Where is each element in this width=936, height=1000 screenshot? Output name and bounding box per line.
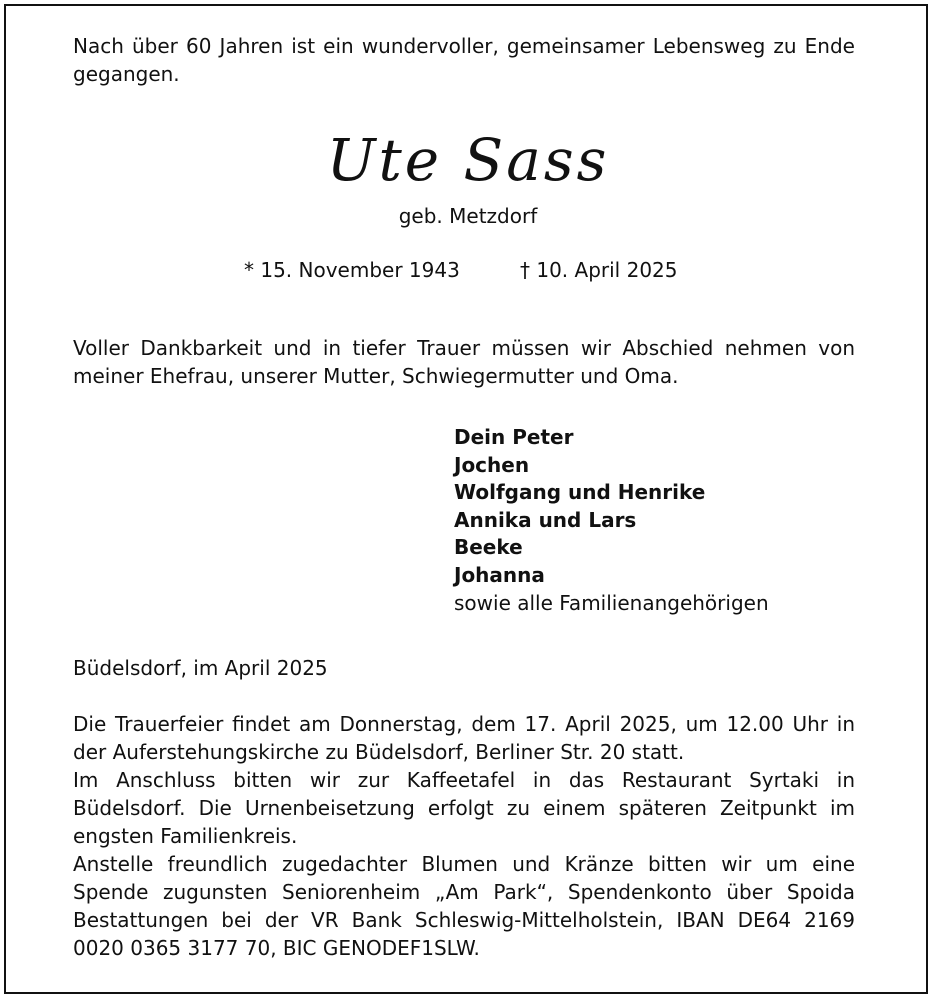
reception-paragraph: Im Anschluss bitten wir zur Kaffeetafel in das Restaurant Syrtaki in Büdelsdorf. Die Urnenbeisetzung erfolgt zu einem späteren Zeitpunkt im engsten Familienkreis. bbox=[73, 768, 855, 848]
mourner-name: Beeke bbox=[454, 535, 523, 560]
birth-date: * 15. November 1943 bbox=[244, 258, 460, 282]
mourner-name: Annika und Lars bbox=[454, 507, 637, 532]
mourner-name: Wolfgang und Henrike bbox=[454, 480, 706, 505]
donation-paragraph: Anstelle freundlich zugedachter Blumen und Kränze bitten wir um eine Spende zugunsten Seniorenheim „Am Park“, Spendenkonto über Spoida Bestattungen bei der VR Bank Schleswig-Mittelholstein, IBAN DE64 2169 0020 0365 3177 70, BIC GENODEF1SLW. bbox=[73, 852, 855, 960]
ceremony-paragraph: Die Trauerfeier findet am Donnerstag, dem 17. April 2025, um 12.00 Uhr in der Auferstehungskirche zu Büdelsdorf, Berliner Str. 20 statt. bbox=[73, 712, 855, 764]
intro-text: Nach über 60 Jahren ist ein wundervoller, gemeinsamer Lebensweg zu Ende gegangen. bbox=[73, 34, 855, 86]
deceased-name: Ute Sass bbox=[326, 126, 610, 194]
farewell-text: Voller Dankbarkeit und in tiefer Trauer müssen wir Abschied nehmen von meiner Ehefrau, unserer Mutter, Schwiegermutter und Oma. bbox=[73, 336, 855, 388]
mourners-extra: sowie alle Familienangehörigen bbox=[454, 590, 769, 615]
birth-name: geb. Metzdorf bbox=[398, 204, 538, 228]
funeral-notice bbox=[73, 710, 855, 962]
mourner-name: Dein Peter bbox=[454, 425, 574, 449]
mourner-name: Johanna bbox=[454, 562, 545, 587]
mourners-list bbox=[454, 424, 769, 617]
mourner-name: Jochen bbox=[454, 452, 530, 477]
death-date: † 10. April 2025 bbox=[520, 258, 678, 282]
place-and-date: Büdelsdorf, im April 2025 bbox=[73, 656, 328, 680]
